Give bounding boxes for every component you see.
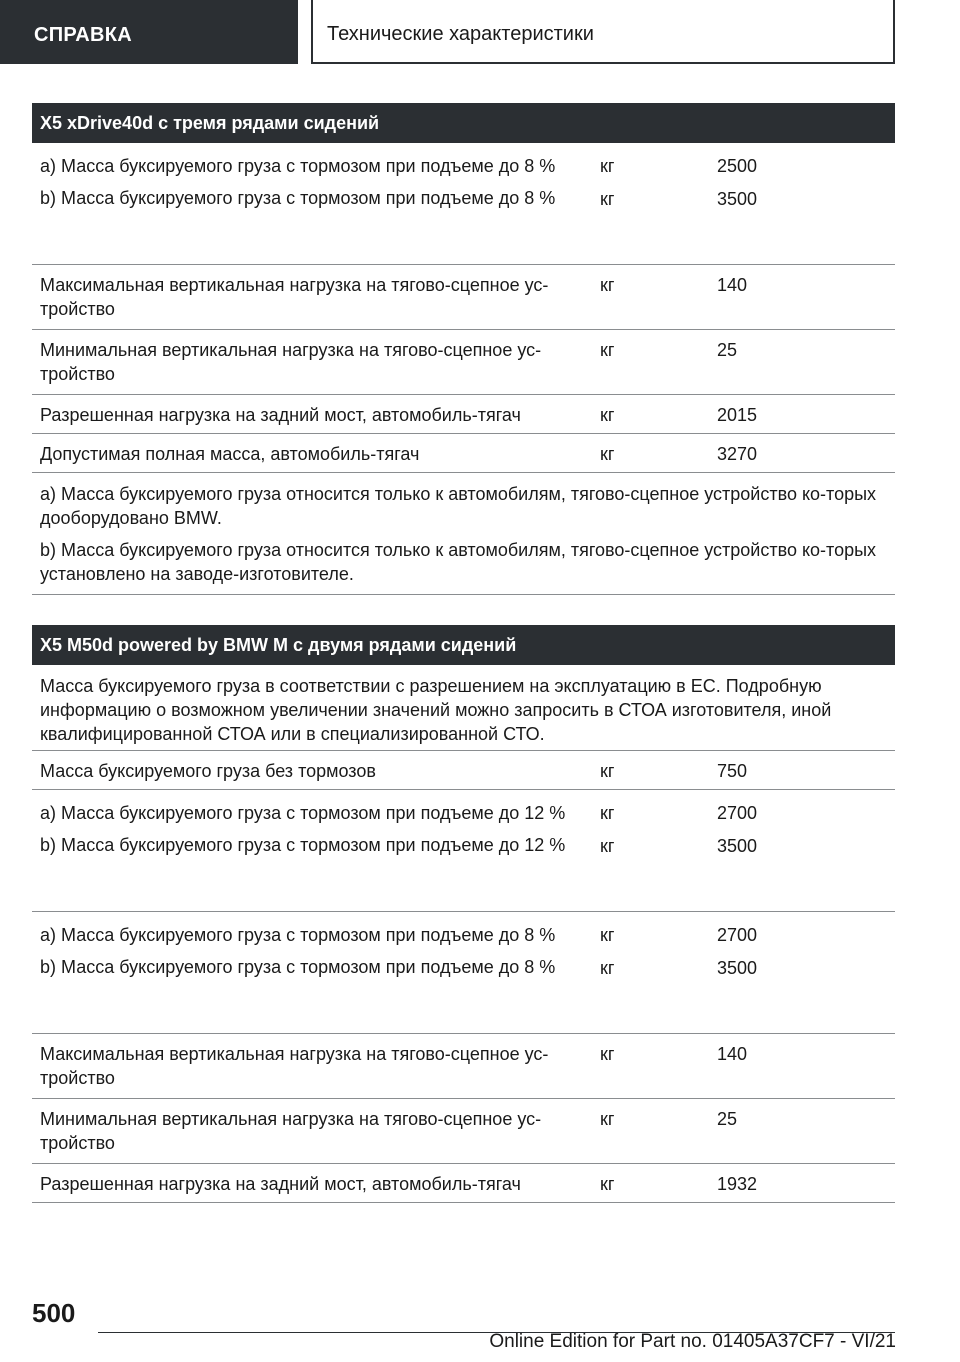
row-unit: кг	[600, 275, 615, 295]
footnote: a) Масса буксируемого груза относится только к автомобилям, тягово-сцепное устройство ко-торых дооборудовано BMW.	[40, 484, 877, 528]
section-tab: СПРАВКА	[0, 0, 298, 64]
row-value: 1932	[717, 1174, 758, 1194]
row-description: Разрешенная нагрузка на задний мост, автомобиль-тягач	[40, 405, 521, 425]
row-value: 3270	[717, 444, 758, 464]
table-footnotes	[32, 473, 895, 595]
row-value: 2700 3500	[717, 925, 758, 978]
spec-table-x5-m50d	[32, 625, 895, 1203]
row-description: Разрешенная нагрузка на задний мост, автомобиль-тягач	[40, 1174, 521, 1194]
row-description: a) Масса буксируемого груза с тормозом при подъеме до 8 % b) Масса буксируемого груза с тормозом при подъеме до 8 %	[40, 156, 556, 208]
row-unit: кг	[600, 444, 615, 464]
row-unit: кг	[600, 340, 615, 360]
spec-table-x5-xdrive40d	[32, 103, 895, 595]
table-row	[32, 912, 895, 1034]
row-value: 140	[717, 1044, 748, 1064]
row-description: Допустимая полная масса, автомобиль-тягач	[40, 444, 420, 464]
table-row	[32, 434, 895, 473]
table-row	[32, 1164, 895, 1203]
row-unit: кг кг	[600, 156, 615, 209]
row-unit: кг	[600, 405, 615, 425]
row-description: Минимальная вертикальная нагрузка на тягово-сцепное ус-тройство	[40, 1109, 542, 1153]
row-value: 25	[717, 1109, 738, 1129]
row-description: Максимальная вертикальная нагрузка на тягово-сцепное ус-тройство	[40, 1044, 549, 1088]
row-unit: кг	[600, 1109, 615, 1129]
row-description: Минимальная вертикальная нагрузка на тягово-сцепное ус-тройство	[40, 340, 542, 384]
row-value: 2500 3500	[717, 156, 758, 209]
row-description: Масса буксируемого груза без тормозов	[40, 761, 376, 781]
table-row	[32, 1034, 895, 1099]
table-row	[32, 330, 895, 395]
table-row	[32, 143, 895, 265]
row-unit: кг	[600, 761, 615, 781]
table-row	[32, 265, 895, 330]
table-title: X5 xDrive40d с тремя рядами сидений	[32, 103, 895, 143]
row-unit: кг кг	[600, 925, 615, 978]
table-row	[32, 1099, 895, 1164]
table-title: X5 M50d powered by BMW M с двумя рядами сидений	[32, 625, 895, 665]
edition-note: Online Edition for Part no. 01405A37CF7 - VI/21	[489, 1331, 896, 1352]
row-unit: кг кг	[600, 803, 615, 856]
page-number: 500	[32, 1298, 76, 1328]
chapter-title: Технические характеристики	[311, 0, 895, 64]
row-unit: кг	[600, 1174, 615, 1194]
table-row	[32, 790, 895, 912]
row-description: Максимальная вертикальная нагрузка на тягово-сцепное ус-тройство	[40, 275, 549, 319]
table-intro: Масса буксируемого груза в соответствии с разрешением на эксплуатацию в ЕС. Подробную информацию о возможном увеличении значений можно запросить в СТОА изготовителя, иной квалифицированной СТОА или в специализированной СТО.	[32, 665, 895, 751]
row-description: a) Масса буксируемого груза с тормозом при подъеме до 12 % b) Масса буксируемого груза с тормозом при подъеме до 12 %	[40, 803, 566, 855]
row-value: 2700 3500	[717, 803, 758, 856]
table-row	[32, 751, 895, 790]
row-value: 750	[717, 761, 748, 781]
row-value: 2015	[717, 405, 758, 425]
row-value: 25	[717, 340, 738, 360]
footnote: b) Масса буксируемого груза относится только к автомобилям, тягово-сцепное устройство ко-торых установлено на заводе-изготовителе.	[40, 540, 877, 584]
row-unit: кг	[600, 1044, 615, 1064]
row-value: 140	[717, 275, 748, 295]
table-row	[32, 395, 895, 434]
row-description: a) Масса буксируемого груза с тормозом при подъеме до 8 % b) Масса буксируемого груза с тормозом при подъеме до 8 %	[40, 925, 556, 977]
